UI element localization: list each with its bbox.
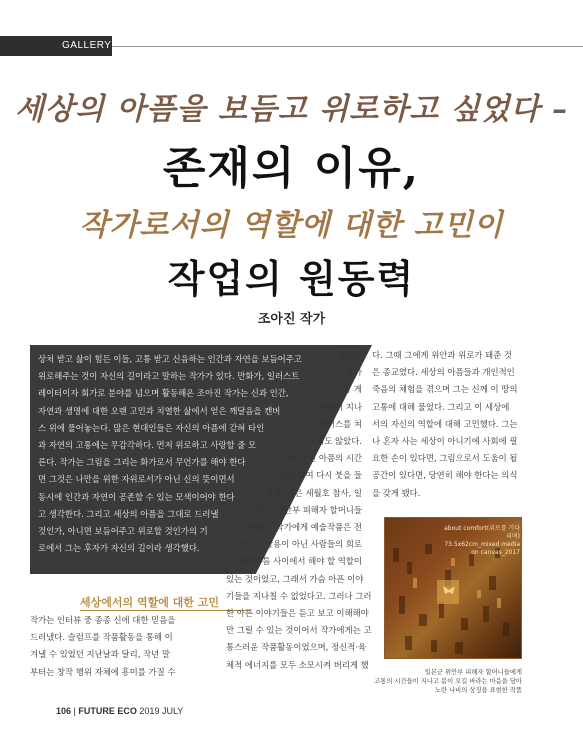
lead-line: 고 생각한다. 그리고 세상의 아픔을 그대로 드러낼: [38, 508, 219, 519]
body-line: 도록 캔버스를 쳐: [300, 418, 362, 429]
body-line: 애락의 틈 사이에서 해야 할 역할이: [235, 556, 362, 567]
byline: 조아진 작가: [257, 312, 326, 327]
body-line: 다. 그때 그에게 위안과 위로가 돼준 것: [372, 350, 512, 360]
body-line: 을 갖게 됐다.: [372, 487, 421, 498]
body-line: 나 혼자 사는 세상이 아니기에 사회에 필: [372, 436, 518, 447]
body-line: 드러냈다. 슬럼프를 작품활동을 통해 이: [30, 632, 173, 643]
body-line: 시나 감상용이 아닌 사람들의 희로: [238, 539, 362, 550]
body-line: 게 한 것은 세월호 참사, 일: [265, 487, 362, 498]
body-column-2: [226, 347, 372, 674]
section-rule: [112, 46, 583, 47]
lead-line: 면 그것은 나만을 위한 자위로서가 아닌 신의 뜻이면서: [38, 474, 235, 485]
body-line: 한 아픈 이야기들은 듣고 보고 이해해야: [226, 608, 369, 619]
body-line: 공간이 있다면, 당연히 해야 한다는 의식: [372, 470, 518, 481]
body-line: 체적 에너지를 모두 소모시켜 버리게 했: [226, 659, 369, 670]
body-line: 고통에 대해 물었다. 그리고 이 세상에: [372, 401, 510, 412]
body-line: 개인적인 아픔의 시간: [283, 453, 362, 464]
body-line: 서의 자신의 역할에 대해 고민했다. 그는: [372, 418, 518, 429]
body-line: 수개월이 지나: [310, 401, 362, 412]
body-column-1: [30, 612, 226, 681]
body-line: 이었다. 작가에게 예술작품은 전: [246, 522, 362, 533]
body-line: 작가는 인터뷰 중 종종 신에 대한 믿음을: [30, 615, 176, 625]
artwork-title: about comfort(위로를 기다리며): [444, 525, 520, 540]
body-line: 고. 작가: [332, 367, 362, 378]
lead-line: 상처 받고 삶이 힘든 이들, 고통 받고 신음하는 인간과 자연을 보듬어주고: [38, 354, 302, 364]
footer-separator: |: [73, 706, 76, 716]
artwork-label: [440, 525, 520, 557]
body-line: 겨낼 수 있었던 지난날과 달리, 작년 말: [30, 649, 170, 660]
page-number: 106: [56, 706, 72, 716]
artwork-spec: 73.5x62cm_mixed media on canvas_2017: [444, 541, 520, 556]
body-line: 기들을 지나칠 수 없었다고. 그러나 그러: [226, 590, 372, 601]
body-line: 있는 것이었고, 그래서 가슴 아픈 이야: [226, 573, 364, 584]
lead-line: 과 자연의 고통에는 무감각하다. 먼저 위로하고 사랑할 줄 모: [38, 440, 257, 451]
page-footer: [56, 706, 183, 716]
body-line: 만 그릴 수 있는 것이어서 작가에게는 고: [226, 625, 372, 636]
body-line: 는 그 렇 게: [321, 384, 362, 395]
body-line: 은 종교였다. 세상의 아픔들과 개인적인: [372, 367, 515, 378]
lead-line: 자연과 생명에 대한 오랜 고민과 치열한 삶에서 얻은 깨달음을 캔버: [38, 405, 281, 416]
body-column-3: [372, 347, 524, 502]
lead-line: 스 위에 풀어놓는다. 많은 현대인들은 자신의 아픔에 갇혀 타인: [38, 422, 265, 433]
lead-line: 른다. 작가는 그림을 그리는 화가로서 무언가를 해야 한다: [38, 457, 246, 468]
body-line: 들과 엮여 다시 붓을 들: [278, 470, 362, 481]
lead-line: 것인가, 아니면 보듬어주고 위로할 것인가의 기: [38, 526, 208, 537]
body-line: 통스러운 작품활동이었으며, 정신적·육: [226, 642, 367, 653]
body-line: 다보지도 않았다.: [300, 436, 362, 447]
headline-line-4: 작업의 원동력: [167, 256, 416, 301]
body-line: 요한 손이 있다면, 그림으로서 도움이 될: [372, 453, 518, 464]
lead-line: 동시에 인간과 자연이 공존할 수 있는 모색이어야 한다: [38, 491, 235, 502]
body-line: 죽음의 체험을 겪으며 그는 신께 이 땅의: [372, 384, 518, 395]
caption-line: 노란 나비의 상징을 표현한 작품: [434, 687, 522, 694]
caption-line: 고통의 시간들이 지나고 봄이 오길 바라는 마음을 담아: [374, 678, 522, 685]
issue-date: 2019 JULY: [139, 706, 184, 716]
subhead-rule: [80, 610, 250, 611]
body-line: 본군 위안부 피해자 할머니들: [256, 504, 362, 515]
headline-line-1: 세상의 아픔을 보듬고 위로하고 싶었다 –: [15, 92, 568, 127]
lead-line: 위로해주는 것이 자신의 길이라고 말하는 작가가 있다. 만화가, 일러스트: [38, 371, 300, 382]
body-line: 부터는 창작 행위 자체에 흥미를 가질 수: [30, 666, 176, 677]
section-tag: GALLERY: [0, 36, 112, 56]
headline-line-3: 작가로서의 역할에 대한 고민이: [79, 208, 504, 243]
body-line: 없었다: [337, 350, 362, 360]
section-subhead: 세상에서의 역할에 대한 고민: [80, 596, 219, 609]
artwork-caption: [366, 668, 522, 695]
headline-line-2: 존재의 이유,: [162, 143, 421, 194]
caption-line: 일본군 위안부 피해자 할머니들에게: [424, 669, 522, 676]
lead-line: 로에서 그는 후자가 자신의 길이라 생각했다.: [38, 543, 200, 554]
lead-line: 레이터이자 회가로 분야를 넘으며 활동해온 조아진 작가는 신과 인간,: [38, 388, 289, 399]
magazine-name: FUTURE ECO: [78, 706, 137, 716]
